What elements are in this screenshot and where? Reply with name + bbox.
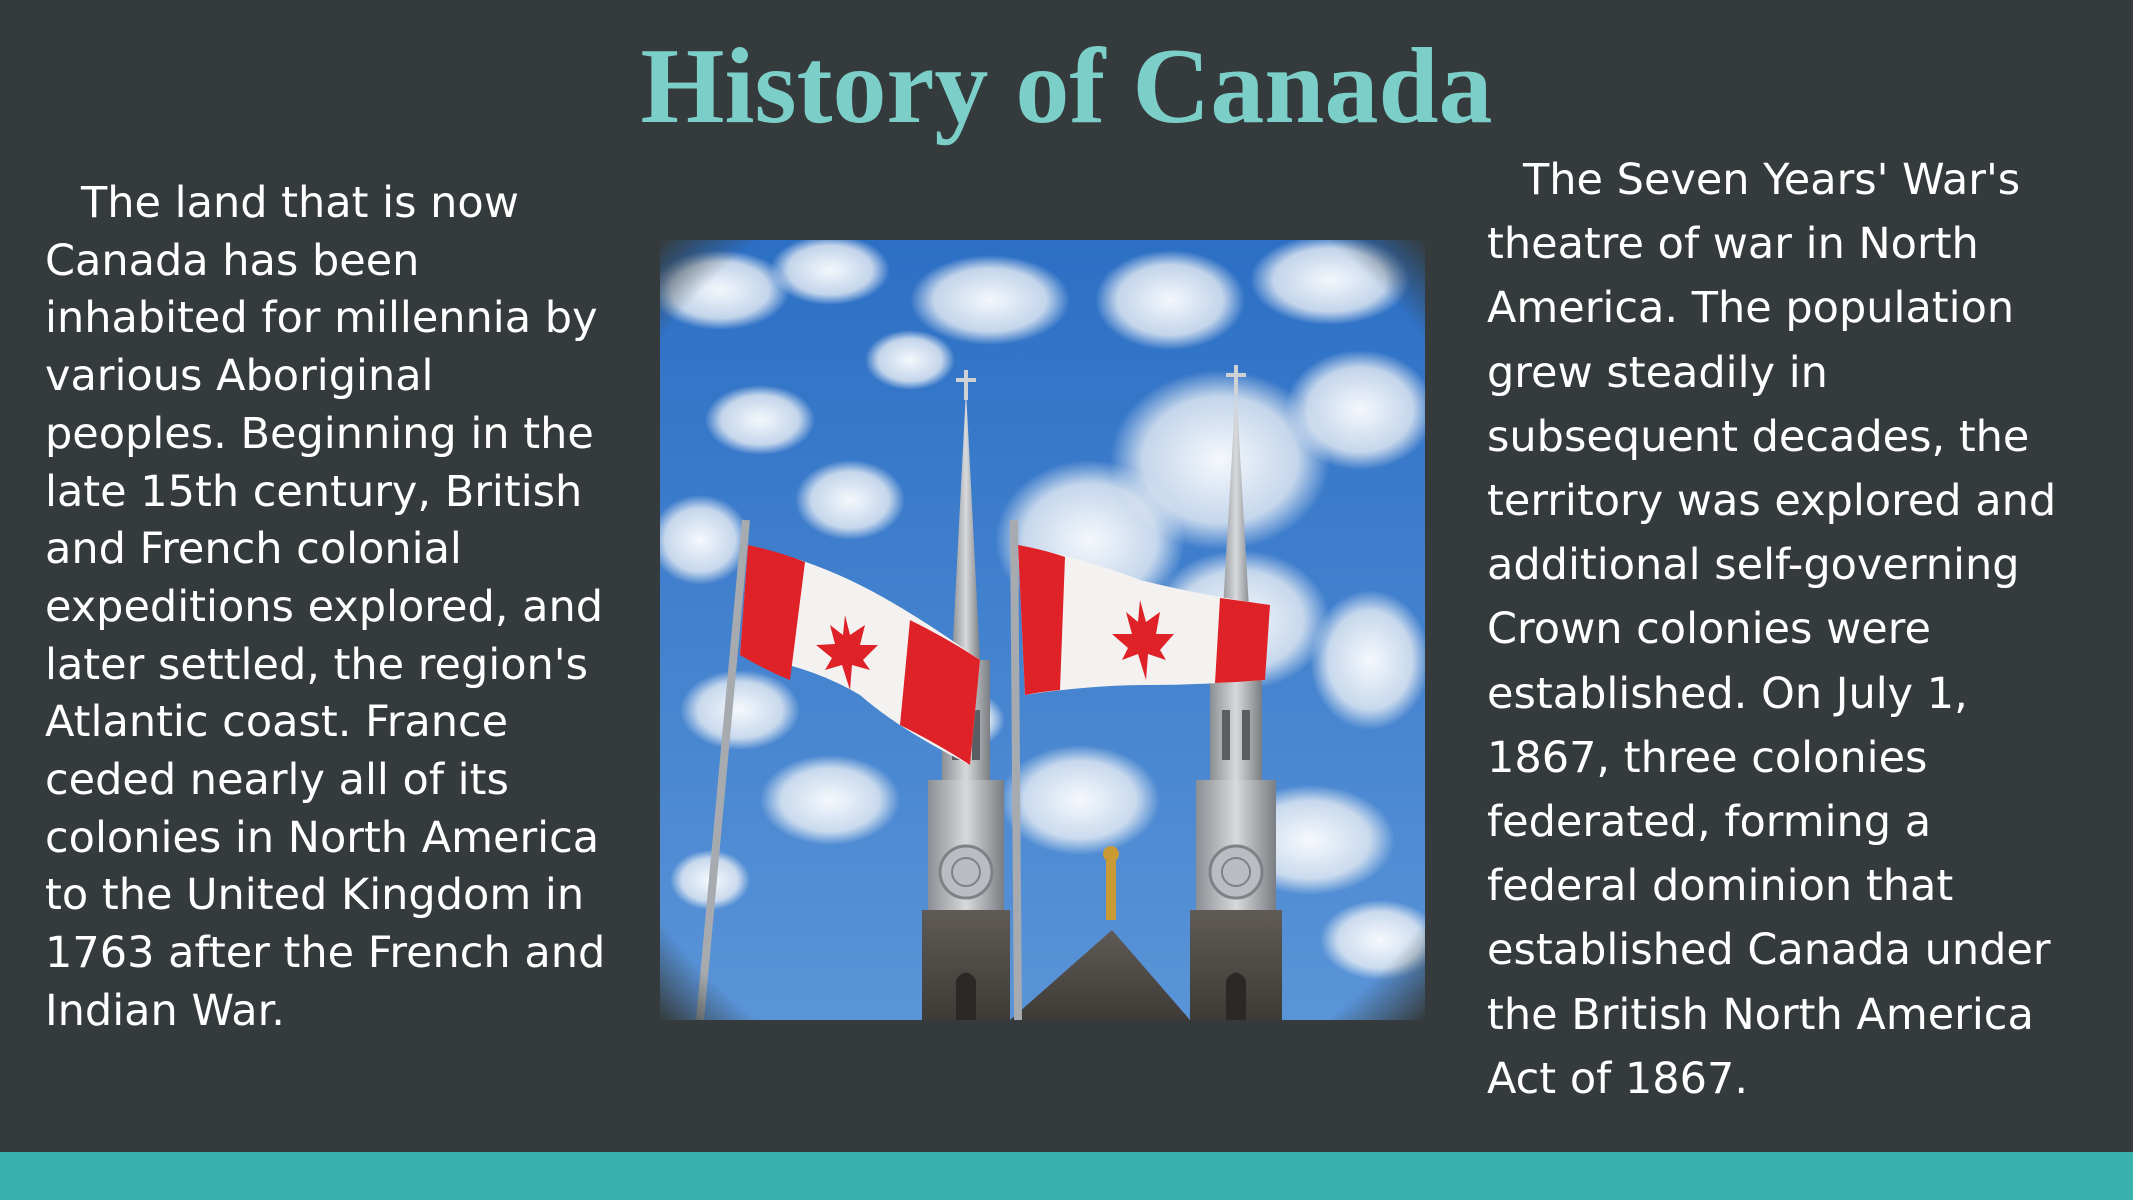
slide-title: History of Canada: [640, 27, 1493, 146]
right-flagpole: [1014, 520, 1018, 1020]
footer-bar: [0, 1152, 2133, 1200]
left-paragraph-text: The land that is now Canada has been inhabited for millennia by various Aboriginal peoples. Beginning in the late 15th century, British and French colonial expeditions explored, and later settled, the region's Atlantic coast. France ceded nearly all of its colonies in North America to the United Kingdom in 1763 after the French and Indian War.: [45, 178, 606, 1036]
left-paragraph: [45, 175, 625, 1041]
right-paragraph: [1487, 148, 2087, 1111]
right-paragraph-text: The Seven Years' War's theatre of war in North America. The population grew steadily in subsequent decades, the territory was explored and additional self-governing Crown colonies were established. On July 1, 1867, three colonies federated, forming a federal dominion that established Canada under the British North America Act of 1867.: [1487, 155, 2057, 1104]
cathedral-flags-photo: [660, 240, 1425, 1020]
